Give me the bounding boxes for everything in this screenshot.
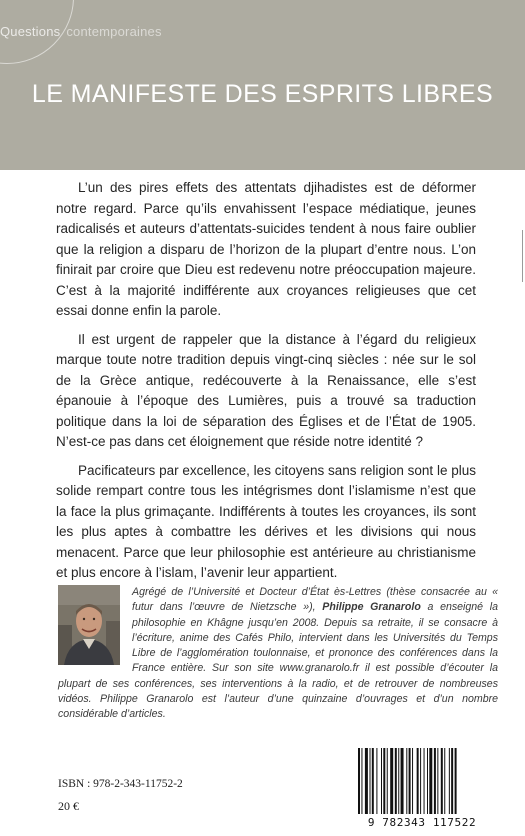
back-cover-text: [56, 178, 476, 592]
author-bio: [58, 585, 498, 723]
paragraph-3: Pacificateurs par excellence, les citoyens sans religion sont le plus solide rempart contre tous les intégrismes dont l’islamisme n’est que la face la plus grimaçante. Indifférents à toutes les croyances, ils sont les plus aptes à combattre les dérives et les divisions qui nous menacent. Parce que leur philosophie est antérieure au christianisme et plus encore à l’islam, l’avenir leur appartient.: [56, 462, 476, 580]
author-bio-part-2: a enseigné la philosophie en Khâgne jusqu’en 2008. Depuis sa retraite, il se consacre à l’écriture, anime des Cafés Philo, intervient dans les Universités du Temps Libre de l’agglomération toulonnaise, et prononce des conférences dans la France entière. Sur son site www.granarolo.fr il est possible d’écouter la plupart de ses conférences, ses interventions à la radio, et de retrouver de nombreuses vidéos. Philippe Granarolo est l’auteur d’une quinzaine d’ouvrages et d’un nombre considérable d’articles.: [58, 601, 498, 721]
author-name: Philippe Granarolo: [322, 601, 421, 614]
book-title: LE MANIFESTE DES ESPRITS LIBRES: [31, 80, 494, 108]
paragraph-2: Il est urgent de rappeler que la distance à l’égard du religieux marque toute notre tradition depuis vingt-cinq siècles : née sur le sol de la Grèce antique, redécouverte à la Renaissance, elle s’est épanouie à l’époque des Lumières, puis a trouvé sa traduction politique dans la loi de séparation des Églises et de l’État de 1905. N’est-ce pas dans cet éloignement que réside notre identité ?: [56, 331, 476, 449]
barcode: [352, 748, 492, 828]
series-name: [0, 24, 162, 39]
author-bio-part-1: Agrégé de l’Université et Docteur d’État ès-Lettres (thèse consacrée au « futur dans l’œuvre de Nietzsche »),: [132, 586, 498, 614]
series-word-1: Questions: [0, 24, 61, 39]
series-word-2: contemporaines: [66, 24, 162, 39]
paragraph-1: L’un des pires effets des attentats djihadistes est de déformer notre regard. Parce qu’ils envahissent l’espace médiatique, jeunes radicalisés et auteurs d’attentats-suicides tendent à nous faire oublier que la religion a disparu de l’horizon de la plupart d’entre nous. L’on finirait par croire que Dieu est redevenu notre préoccupation majeure. C’est à la majorité indifférente aux croyances religieuses que cet essai donne enfin la parole.: [56, 180, 476, 318]
author-photo: [58, 585, 120, 665]
isbn: ISBN : 978-2-343-11752-2: [58, 778, 183, 790]
barcode-bars: [356, 748, 490, 818]
price: 20 €: [58, 799, 79, 813]
edge-line: [522, 230, 523, 282]
barcode-number: 9 782343 117522: [367, 816, 477, 829]
header-band: [0, 0, 525, 170]
